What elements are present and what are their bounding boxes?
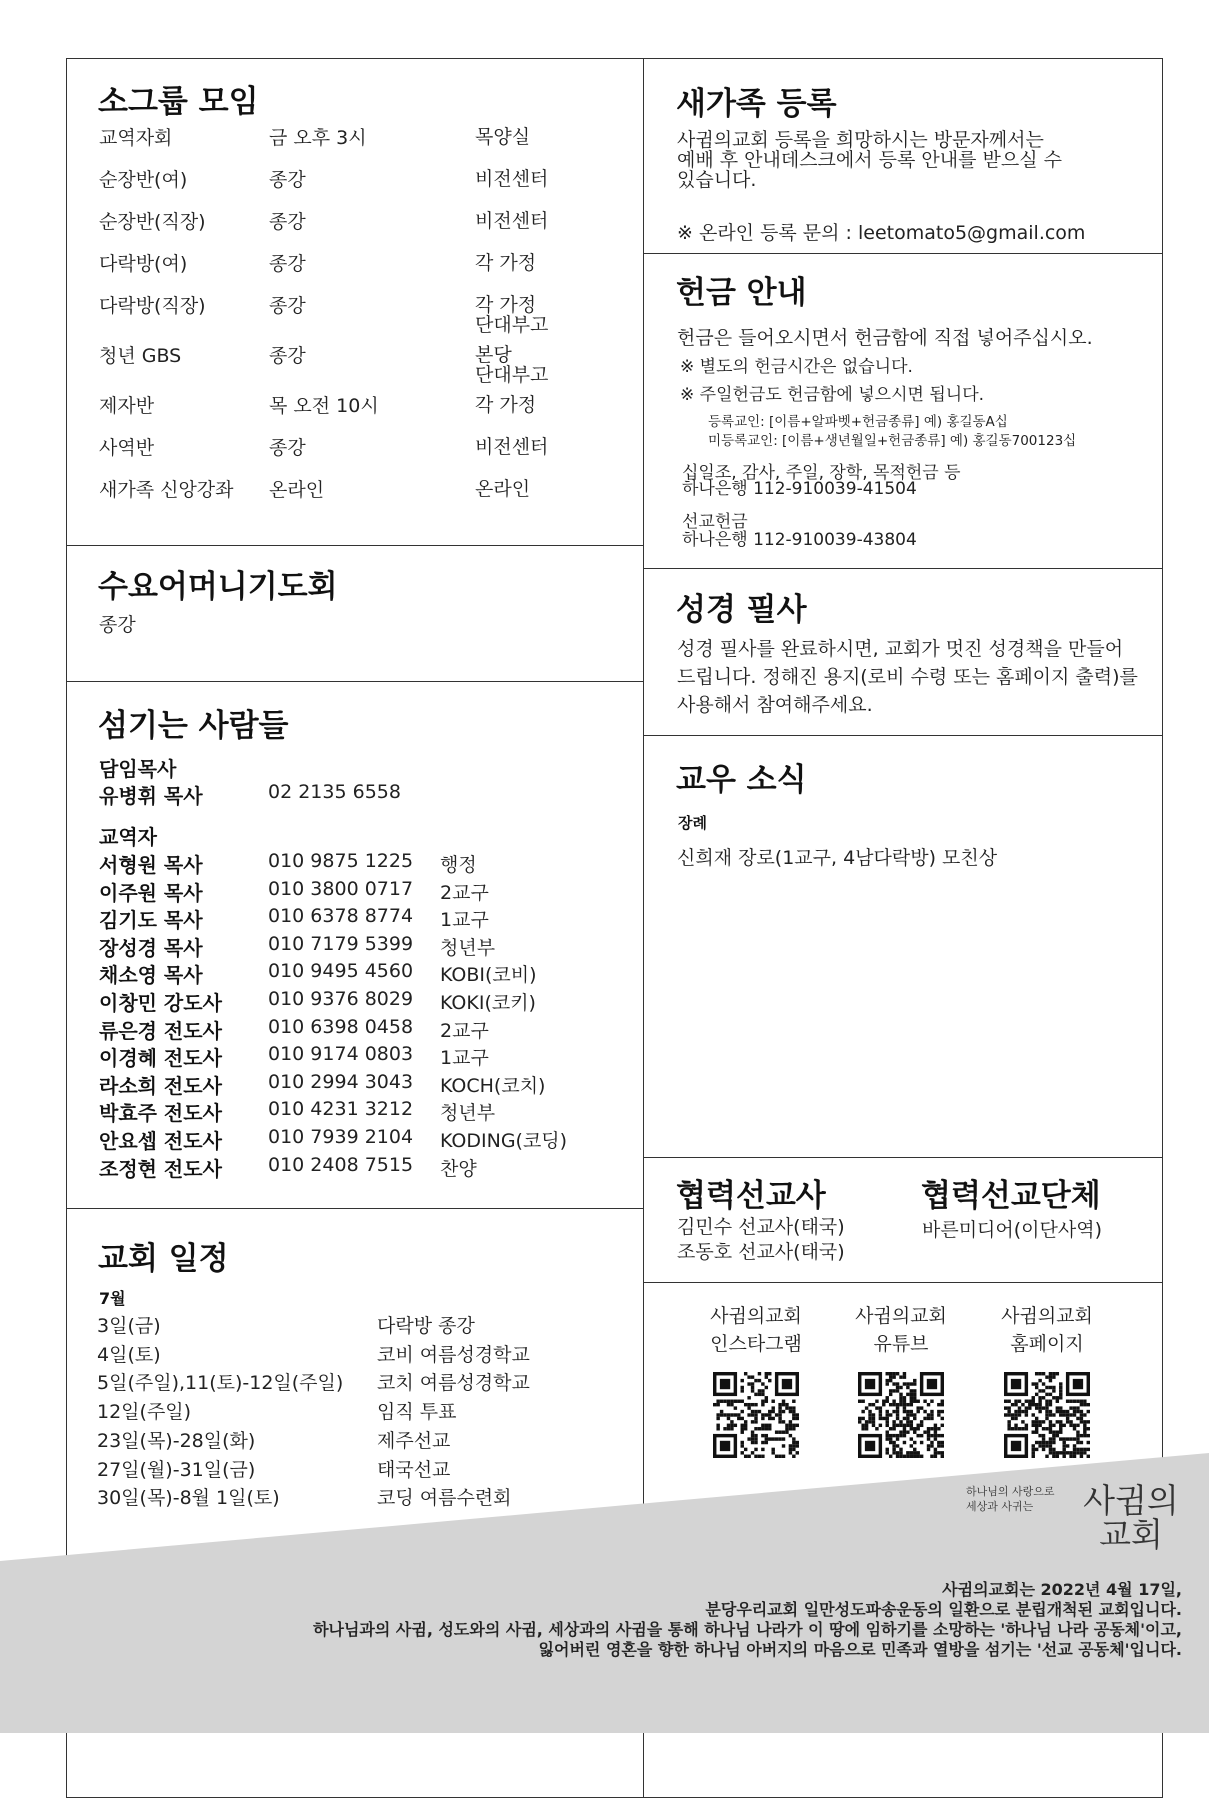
group-time: 종강 bbox=[269, 295, 306, 317]
group-name: 순장반(직장) bbox=[99, 211, 206, 233]
new-family-line: 사귐의교회 등록을 희망하시는 방문자께서는 bbox=[677, 129, 1044, 151]
group-name: 제자반 bbox=[99, 395, 155, 417]
mission-orgs-title: 협력선교단체 bbox=[921, 1178, 1101, 1214]
staff-role: KOCH(코치) bbox=[440, 1074, 546, 1097]
group-place bbox=[475, 127, 548, 169]
staff-phone: 010 9376 8029 bbox=[268, 988, 414, 1010]
intro-line: 잃어버린 영혼을 향한 하나님 아버지의 마음으로 민족과 열방을 섬기는 '선교 공동체'입니다. bbox=[538, 1640, 1182, 1659]
schedule-title: 교회 일정 bbox=[98, 1241, 229, 1277]
staff-name: 서형원 목사 bbox=[99, 853, 203, 877]
qr-code-icon[interactable] bbox=[713, 1372, 799, 1458]
youtube-link[interactable] bbox=[853, 1302, 949, 1358]
qr-code-icon[interactable] bbox=[858, 1372, 944, 1458]
link-label: 사귐의교회 bbox=[1001, 1305, 1093, 1327]
small-group-row bbox=[99, 253, 548, 295]
staff-role: 2교구 bbox=[440, 1019, 489, 1042]
place-line: 단대부고 bbox=[475, 364, 549, 386]
place-line: 각 가정 bbox=[475, 252, 537, 274]
offering-note: ※ 별도의 헌금시간은 없습니다. bbox=[680, 357, 913, 377]
logo-text: 교회 bbox=[1099, 1515, 1163, 1554]
group-time: 종강 bbox=[269, 345, 306, 367]
group-name: 다락방(여) bbox=[99, 253, 188, 275]
new-family-title: 새가족 등록 bbox=[676, 86, 837, 122]
small-group-row bbox=[99, 345, 548, 395]
group-time: 목 오전 10시 bbox=[269, 395, 379, 417]
divider bbox=[643, 568, 1163, 569]
wednesday-prayer-text: 종강 bbox=[99, 614, 136, 636]
group-time: 금 오후 3시 bbox=[269, 127, 367, 149]
schedule-event: 코딩 여름수련회 bbox=[377, 1487, 512, 1510]
schedule-event: 다락방 종강 bbox=[377, 1315, 475, 1337]
staff-role: KOKI(코키) bbox=[440, 992, 536, 1014]
church-logo bbox=[1081, 1481, 1181, 1554]
staff-phone: 010 9875 1225 bbox=[268, 850, 414, 872]
missionary-name: 김민수 선교사(태국) bbox=[677, 1216, 845, 1238]
instagram-link[interactable] bbox=[708, 1302, 804, 1358]
intro-line: 사귐의교회는 2022년 4월 17일, bbox=[942, 1580, 1182, 1599]
link-label: 홈페이지 bbox=[1010, 1333, 1084, 1355]
new-family-text bbox=[677, 130, 1062, 190]
offering-title: 헌금 안내 bbox=[676, 275, 807, 311]
divider bbox=[66, 545, 644, 546]
group-name: 다락방(직장) bbox=[99, 295, 206, 317]
divider bbox=[66, 1208, 644, 1209]
staff-phone: 010 7179 5399 bbox=[268, 932, 414, 955]
new-family-line: 예배 후 안내데스크에서 등록 안내를 받으실 수 bbox=[677, 149, 1062, 171]
schedule-date: 4일(토) bbox=[97, 1343, 161, 1366]
wednesday-prayer-title: 수요어머니기도회 bbox=[98, 569, 338, 605]
qr-code-icon[interactable] bbox=[1004, 1372, 1090, 1458]
group-time: 종강 bbox=[269, 211, 306, 233]
small-group-row bbox=[99, 169, 548, 211]
schedule-event: 임직 투표 bbox=[377, 1401, 457, 1424]
group-name: 사역반 bbox=[99, 437, 155, 459]
bible-line: 사용해서 참여해주세요. bbox=[677, 694, 873, 716]
missionaries-title: 협력선교사 bbox=[676, 1178, 826, 1214]
schedule-event: 제주선교 bbox=[377, 1429, 451, 1452]
small-group-row bbox=[99, 127, 548, 169]
staff-role: 1교구 bbox=[440, 909, 489, 932]
staff-name: 류은경 전도사 bbox=[99, 1018, 222, 1043]
bible-line: 성경 필사를 완료하시면, 교회가 멋진 성경책을 만들어 bbox=[677, 638, 1124, 660]
small-group-row bbox=[99, 395, 548, 437]
schedule-event: 코치 여름성경학교 bbox=[377, 1372, 530, 1395]
schedule-date: 30일(목)-8월 1일(토) bbox=[97, 1487, 280, 1510]
divider bbox=[643, 1282, 1163, 1283]
divider bbox=[66, 681, 644, 682]
place-line: 각 가정 bbox=[475, 294, 537, 316]
intro-line: 하나님과의 사귐, 성도와의 사귐, 세상과의 사귐을 통해 하나님 나라가 이 땅에 임하기를 소망하는 '하나님 나라 공동체'이고, bbox=[313, 1620, 1182, 1639]
staff-phone: 010 6378 8774 bbox=[268, 905, 414, 928]
group-place bbox=[475, 437, 548, 479]
staff-name: 채소영 목사 bbox=[99, 963, 203, 988]
divider bbox=[643, 735, 1163, 736]
offering-main: 헌금은 들어오시면서 헌금함에 직접 넣어주십시오. bbox=[677, 327, 1093, 349]
group-time: 종강 bbox=[269, 437, 306, 459]
link-label: 유튜브 bbox=[873, 1333, 929, 1355]
staff-phone: 010 7939 2104 bbox=[268, 1126, 414, 1148]
place-line: 비전센터 bbox=[475, 168, 549, 190]
staff-phone: 010 3800 0717 bbox=[268, 877, 414, 900]
bible-title: 성경 필사 bbox=[676, 592, 807, 628]
staff-role: 행정 bbox=[440, 854, 477, 876]
small-group-row bbox=[99, 295, 548, 345]
schedule-date: 27일(월)-31일(금) bbox=[97, 1458, 256, 1481]
staff-role: KOBI(코비) bbox=[440, 964, 537, 987]
homepage-link[interactable] bbox=[999, 1302, 1095, 1358]
schedule-event: 태국선교 bbox=[377, 1458, 451, 1481]
staff-phone: 010 4231 3212 bbox=[268, 1098, 414, 1121]
small-group-row bbox=[99, 479, 548, 521]
account-label: 선교헌금 bbox=[682, 512, 748, 532]
account-general bbox=[682, 465, 961, 497]
tagline-line: 세상과 사귀는 bbox=[966, 1500, 1034, 1513]
account-label: 십일조, 감사, 주일, 장학, 목적헌금 등 bbox=[682, 463, 961, 483]
account-number: 하나은행 112-910039-43804 bbox=[682, 530, 917, 550]
staff-phone: 010 6398 0458 bbox=[268, 1015, 414, 1038]
staff-role: 청년부 bbox=[440, 936, 496, 959]
missionaries-list bbox=[677, 1215, 845, 1265]
staff-phone: 010 9174 0803 bbox=[268, 1043, 414, 1066]
group-time: 종강 bbox=[269, 253, 306, 275]
registered-format: 등록교인: [이름+알파벳+헌금종류] 예) 홍길동A십 bbox=[708, 414, 1008, 430]
members-news-title: 교우 소식 bbox=[676, 762, 807, 798]
place-line: 비전센터 bbox=[475, 210, 549, 232]
account-mission bbox=[682, 514, 917, 548]
schedule-date: 5일(주일),11(토)-12일(주일) bbox=[97, 1372, 344, 1395]
schedule-month: 7월 bbox=[99, 1289, 126, 1308]
intro-line: 분당우리교회 일만성도파송운동의 일환으로 분립개척된 교회입니다. bbox=[705, 1600, 1182, 1619]
staff-role: KODING(코딩) bbox=[440, 1130, 568, 1152]
divider bbox=[643, 253, 1163, 254]
online-registration: ※ 온라인 등록 문의 : leetomato5@gmail.com bbox=[677, 222, 1086, 244]
schedule-event: 코비 여름성경학교 bbox=[377, 1343, 530, 1366]
staff-role: 2교구 bbox=[440, 881, 489, 904]
senior-pastor-phone: 02 2135 6558 bbox=[268, 781, 401, 803]
staff-name: 이주원 목사 bbox=[99, 880, 203, 905]
small-group-title: 소그룹 모임 bbox=[98, 84, 259, 120]
senior-pastor-label: 담임목사 bbox=[99, 757, 177, 781]
news-category: 장례 bbox=[678, 814, 707, 832]
staff-name: 이창민 강도사 bbox=[99, 991, 222, 1015]
logo-tagline bbox=[966, 1484, 1055, 1514]
group-name: 순장반(여) bbox=[99, 169, 188, 191]
offering-note: ※ 주일헌금도 헌금함에 넣으시면 됩니다. bbox=[680, 385, 985, 405]
staff-name: 김기도 목사 bbox=[99, 908, 203, 933]
staff-phone: 010 9495 4560 bbox=[268, 960, 414, 983]
group-name: 새가족 신앙강좌 bbox=[99, 479, 234, 501]
news-text: 신희재 장로(1교구, 4남다락방) 모친상 bbox=[677, 847, 998, 869]
staff-name: 박효주 전도사 bbox=[99, 1101, 222, 1126]
staff-name: 장성경 목사 bbox=[99, 935, 203, 960]
missionary-name: 조동호 선교사(태국) bbox=[677, 1241, 845, 1263]
group-time: 종강 bbox=[269, 169, 306, 191]
unregistered-format: 미등록교인: [이름+생년월일+헌금종류] 예) 홍길동700123십 bbox=[708, 433, 1077, 449]
servants-title: 섬기는 사람들 bbox=[98, 708, 289, 744]
staff-role: 찬양 bbox=[440, 1157, 477, 1180]
staff-role: 청년부 bbox=[440, 1102, 496, 1125]
staff-name: 이경혜 전도사 bbox=[99, 1046, 222, 1071]
divider bbox=[643, 1157, 1163, 1158]
senior-pastor-name: 유병휘 목사 bbox=[99, 784, 203, 808]
church-intro bbox=[313, 1580, 1182, 1660]
link-label: 사귐의교회 bbox=[855, 1305, 947, 1327]
schedule-date: 12일(주일) bbox=[97, 1401, 192, 1424]
account-number: 하나은행 112-910039-41504 bbox=[682, 479, 917, 499]
place-line: 단대부고 bbox=[475, 314, 549, 336]
new-family-line: 있습니다. bbox=[677, 169, 757, 191]
place-line: 비전센터 bbox=[475, 436, 549, 458]
staff-name: 조정현 전도사 bbox=[99, 1156, 222, 1181]
place-line: 본당 bbox=[475, 344, 512, 366]
group-place bbox=[475, 295, 548, 345]
tagline-line: 하나님의 사랑으로 bbox=[966, 1485, 1055, 1498]
link-label: 사귐의교회 bbox=[710, 1305, 802, 1327]
staff-name: 라소희 전도사 bbox=[99, 1073, 222, 1098]
staff-phone: 010 2994 3043 bbox=[268, 1070, 414, 1093]
small-group-table bbox=[99, 127, 548, 521]
bible-text bbox=[677, 635, 1138, 719]
staff-phone: 010 2408 7515 bbox=[268, 1153, 414, 1176]
group-place bbox=[475, 211, 548, 253]
small-group-row bbox=[99, 211, 548, 253]
group-place bbox=[475, 395, 548, 437]
place-line: 각 가정 bbox=[475, 394, 537, 416]
staff-name: 안요셉 전도사 bbox=[99, 1129, 222, 1153]
schedule-date: 23일(목)-28일(화) bbox=[97, 1429, 256, 1452]
place-line: 온라인 bbox=[475, 478, 531, 500]
schedule-date: 3일(금) bbox=[97, 1315, 161, 1337]
group-place bbox=[475, 253, 548, 295]
staff-label: 교역자 bbox=[99, 825, 157, 849]
group-name: 교역자회 bbox=[99, 127, 173, 149]
group-place bbox=[475, 345, 548, 395]
group-place bbox=[475, 479, 548, 521]
group-place bbox=[475, 169, 548, 211]
mission-org-name: 바른미디어(이단사역) bbox=[922, 1219, 1103, 1241]
place-line: 목양실 bbox=[475, 126, 531, 148]
logo-text: 사귐의 bbox=[1083, 1481, 1179, 1520]
small-group-row bbox=[99, 437, 548, 479]
group-name: 청년 GBS bbox=[99, 345, 182, 367]
group-time: 온라인 bbox=[269, 479, 325, 501]
staff-role: 1교구 bbox=[440, 1047, 489, 1070]
link-label: 인스타그램 bbox=[710, 1333, 802, 1355]
bible-line: 드립니다. 정해진 용지(로비 수령 또는 홈페이지 출력)를 bbox=[677, 666, 1138, 688]
